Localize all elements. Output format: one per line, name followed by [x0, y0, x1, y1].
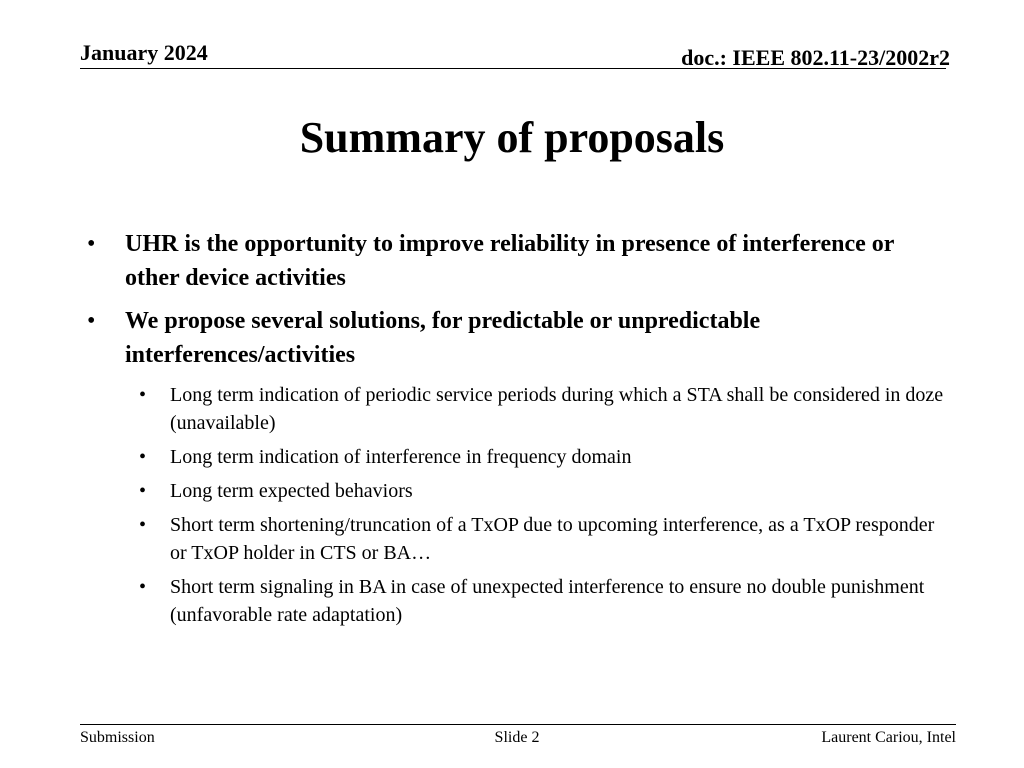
sub-bullet-item [80, 573, 944, 629]
sub-bullet-text: Long term indication of interference in frequency domain [170, 446, 632, 468]
sub-bullet-text: Long term indication of periodic service periods during which a STA shall be considered in doze (unavailable) [170, 384, 944, 434]
bullet-text: We propose several solutions, for predictable or unpredictable interferences/activities [125, 308, 761, 368]
sub-bullet-text: Long term expected behaviors [170, 480, 413, 502]
sub-bullet-item [80, 511, 944, 567]
slide-body [80, 227, 944, 635]
header-divider [80, 68, 946, 69]
header-date: January 2024 [80, 40, 208, 65]
sub-bullet-dot-icon: • [139, 480, 147, 502]
sub-bullet-dot-icon: • [139, 384, 147, 406]
bullet-dot-icon: • [87, 308, 96, 334]
sub-bullet-text: Short term shortening/truncation of a TxOP due to upcoming interference, as a TxOP responder or TxOP holder in CTS or BA… [170, 514, 935, 564]
header-doc-id: doc.: IEEE 802.11-23/2002r2 [681, 45, 950, 70]
footer-divider [80, 724, 956, 725]
footer-slide-number: Slide 2 [494, 729, 540, 746]
bullet-item [80, 227, 944, 295]
footer-submission: Submission [80, 729, 155, 746]
sub-bullet-text: Short term signaling in BA in case of unexpected interference to ensure no double punishment (unfavorable rate adaptation) [170, 576, 925, 626]
footer-author: Laurent Cariou, Intel [821, 729, 956, 746]
bullet-dot-icon: • [87, 231, 96, 257]
sub-bullet-item [80, 381, 944, 437]
bullet-item [80, 304, 944, 372]
sub-bullet-item [80, 477, 944, 505]
bullet-text: UHR is the opportunity to improve reliability in presence of interference or other device activities [125, 231, 895, 291]
sub-bullet-item [80, 443, 944, 471]
sub-bullet-dot-icon: • [139, 446, 147, 468]
slide-title: Summary of proposals [299, 113, 725, 162]
sub-bullet-dot-icon: • [139, 576, 147, 598]
sub-bullet-dot-icon: • [139, 514, 147, 536]
